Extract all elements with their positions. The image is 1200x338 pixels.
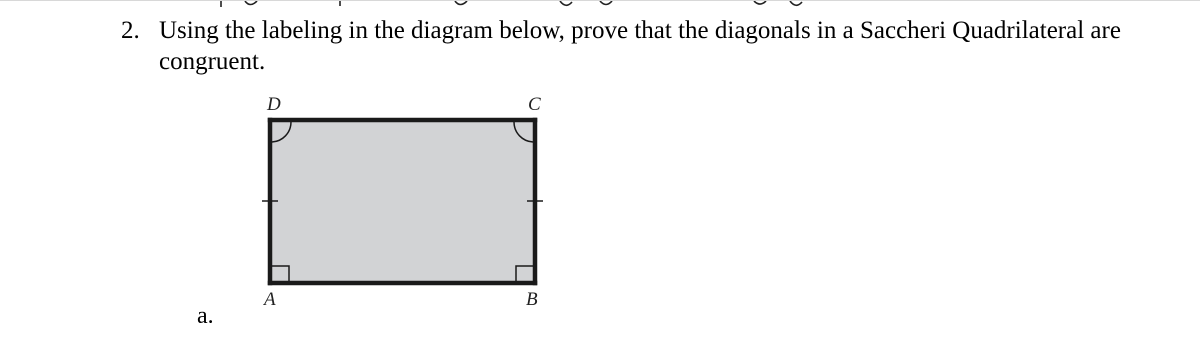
answer-part-a-label: a. xyxy=(197,303,214,329)
vertex-label-b: B xyxy=(526,289,538,310)
question-number: 2. xyxy=(121,17,140,44)
quadrilateral-fill xyxy=(270,120,535,283)
question-text: Using the labeling in the diagram below, prove that the diagonals in a Saccheri Quadrilateral are congruent. xyxy=(159,17,1121,75)
vertex-label-c: C xyxy=(528,94,541,115)
vertex-label-d: D xyxy=(267,94,281,115)
vertex-label-a: A xyxy=(264,289,276,310)
